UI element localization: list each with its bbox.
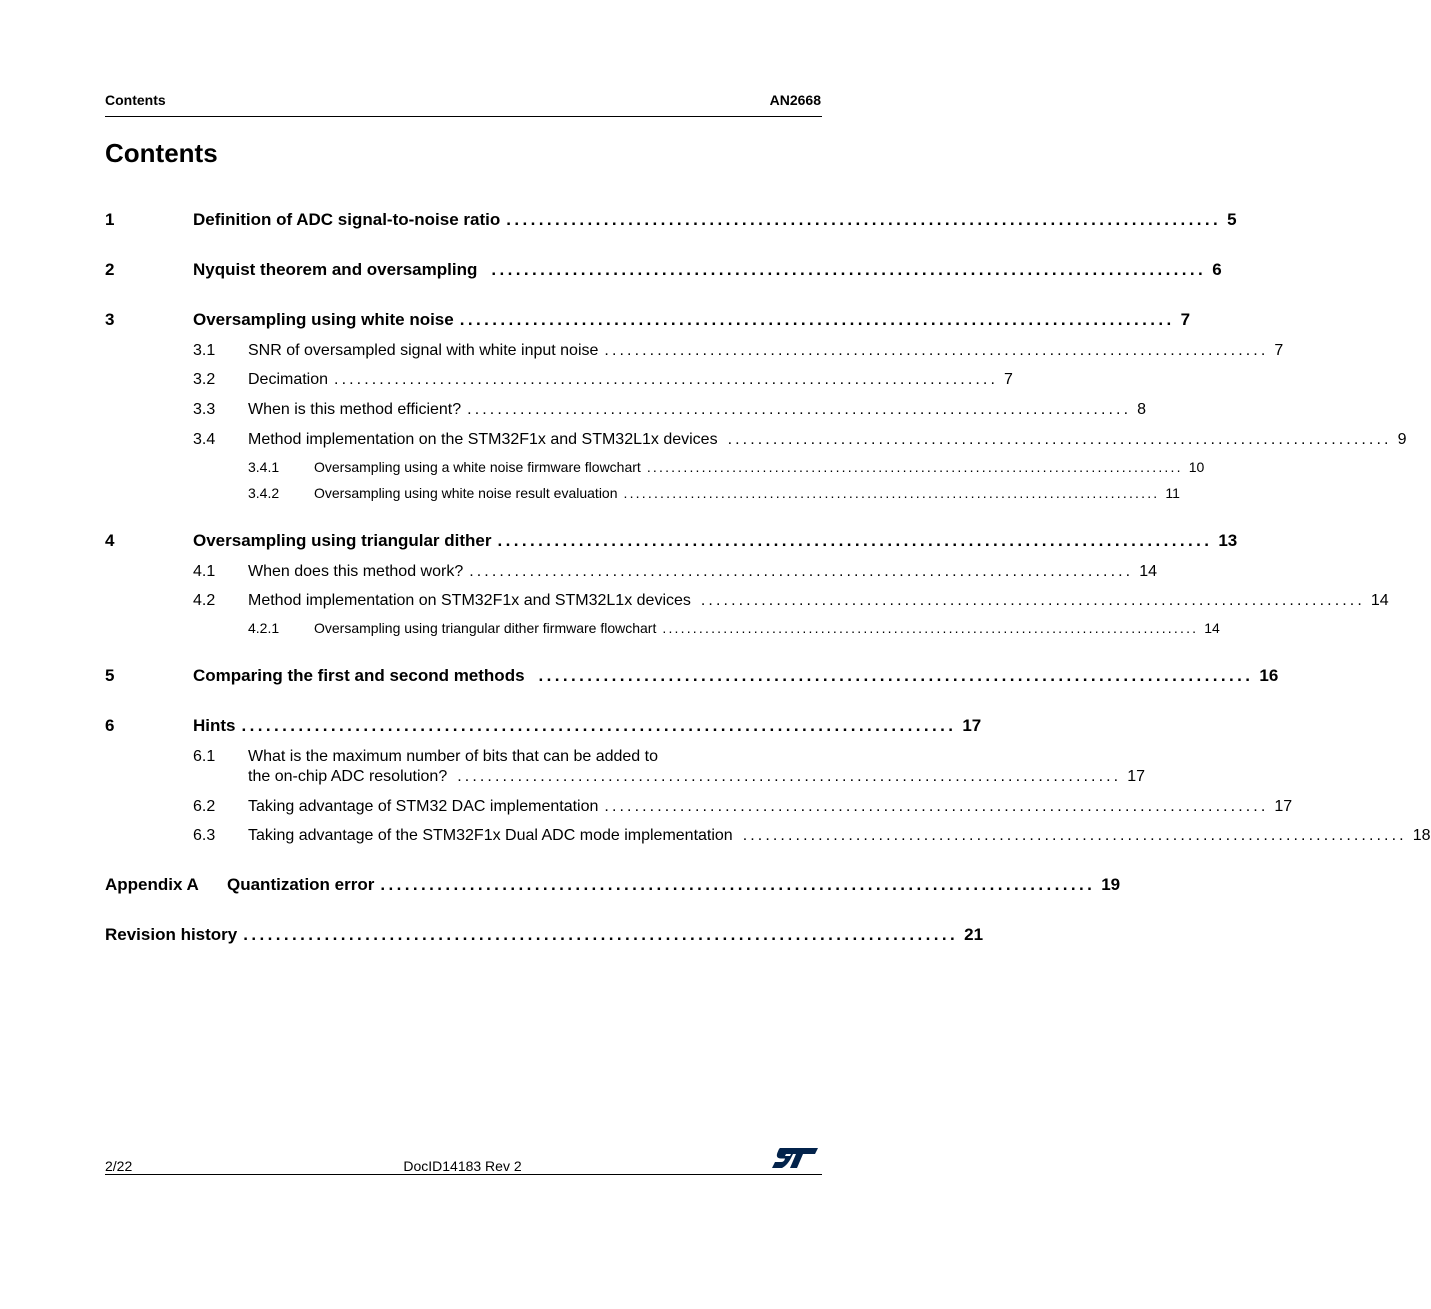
- toc-page: 7: [1004, 371, 1013, 388]
- toc-title: Method implementation on the STM32F1x and STM32L1x devices: [248, 431, 718, 448]
- toc-leader: ........................................................................................: [380, 875, 1096, 894]
- toc-entry-4[interactable]: [105, 531, 1238, 551]
- toc-page: 7: [1274, 342, 1284, 359]
- toc-title: Decimation: [248, 371, 329, 388]
- toc-page: 9: [1397, 431, 1407, 448]
- toc-page: 6: [1212, 260, 1222, 279]
- toc-number: 3.4.1: [248, 459, 280, 475]
- toc-number: 4.1: [193, 563, 216, 580]
- toc-title: What is the maximum number of bits that can be added to: [248, 748, 658, 765]
- toc-leader: ........................................................................................: [491, 260, 1207, 279]
- toc-number: 3.4: [193, 431, 216, 448]
- toc-number: 2: [105, 260, 115, 279]
- toc-title: Hints: [193, 716, 236, 735]
- toc-leader: ........................................................................................: [457, 768, 1122, 785]
- toc-title: Taking advantage of STM32 DAC implementation: [248, 798, 599, 815]
- toc-title: Nyquist theorem and oversampling: [193, 260, 478, 279]
- toc-page: 18: [1412, 827, 1431, 844]
- toc-entry-3[interactable]: [105, 310, 1191, 330]
- toc-leader: ........................................................................................: [742, 827, 1407, 844]
- toc-entry-3-1[interactable]: [105, 342, 1284, 360]
- toc-number: 3: [105, 310, 115, 329]
- toc-number: 1: [105, 210, 115, 229]
- toc-title: Revision history: [105, 925, 238, 944]
- toc-entry-3-4-2[interactable]: [105, 485, 1180, 501]
- toc-leader: ........................................................................................: [604, 342, 1269, 359]
- toc-leader: ........................................................................................: [700, 592, 1365, 609]
- toc-entry-6-2[interactable]: [105, 798, 1293, 816]
- toc-leader: ........................................................................................: [506, 210, 1222, 229]
- toc-entry-2[interactable]: [105, 260, 1222, 280]
- toc-entry-3-2[interactable]: [105, 371, 1013, 389]
- toc-leader: ........................................................................................: [497, 531, 1213, 550]
- toc-leader: ........................................................................................: [538, 666, 1254, 685]
- toc-entry-3-3[interactable]: [105, 401, 1147, 419]
- toc-page: 5: [1227, 210, 1237, 229]
- toc-title: Comparing the first and second methods: [193, 666, 525, 685]
- toc-number: 5: [105, 666, 115, 685]
- toc-entry-4-1[interactable]: [105, 563, 1158, 581]
- toc-entry-6-1[interactable]: [105, 748, 822, 766]
- toc-number: 6: [105, 716, 115, 735]
- toc-leader: ........................................................................................: [623, 485, 1160, 501]
- toc-page: 17: [1127, 768, 1146, 785]
- toc-number: Appendix A: [105, 875, 199, 894]
- toc-title: Oversampling using a white noise firmware flowchart: [314, 459, 641, 475]
- toc-entry-3-4[interactable]: [105, 431, 1407, 449]
- toc-entry-1[interactable]: [105, 210, 1237, 230]
- toc-page: 11: [1165, 485, 1180, 501]
- toc-page: 10: [1188, 459, 1205, 475]
- toc-leader: ........................................................................................: [469, 563, 1134, 580]
- toc-title: Oversampling using white noise: [193, 310, 454, 329]
- toc-number: 6.3: [193, 827, 216, 844]
- header-doc-number: AN2668: [769, 92, 821, 108]
- toc-page: 13: [1218, 531, 1238, 550]
- toc-title: When does this method work?: [248, 563, 464, 580]
- toc-page: 16: [1259, 666, 1279, 685]
- toc-entry-4-2[interactable]: [105, 592, 1389, 610]
- toc-leader: ........................................................................................: [243, 925, 959, 944]
- toc-title: Oversampling using triangular dither firmware flowchart: [314, 620, 657, 636]
- toc-number: 4.2.1: [248, 620, 280, 636]
- toc-title: SNR of oversampled signal with white input noise: [248, 342, 599, 359]
- toc-leader: ........................................................................................: [467, 401, 1132, 418]
- toc-entry-revision-history[interactable]: [105, 925, 984, 945]
- toc-page: 14: [1204, 620, 1220, 636]
- footer-page-number: 2/22: [105, 1158, 133, 1174]
- toc-number: 6.1: [193, 748, 216, 765]
- footer-divider: [105, 1174, 822, 1175]
- toc-page: 8: [1137, 401, 1147, 418]
- toc-entry-4-2-1[interactable]: [105, 620, 1220, 636]
- toc-title: Definition of ADC signal-to-noise ratio: [193, 210, 501, 229]
- toc-number: 3.4.2: [248, 485, 280, 501]
- header-divider: [105, 116, 822, 117]
- toc-title: Oversampling using triangular dither: [193, 531, 492, 550]
- page-title: Contents: [105, 138, 218, 168]
- toc-page: 17: [1274, 798, 1293, 815]
- toc-number: 3.3: [193, 401, 216, 418]
- footer-doc-id: DocID14183 Rev 2: [403, 1158, 522, 1174]
- toc-page: 14: [1139, 563, 1158, 580]
- toc-number: 4.2: [193, 592, 216, 609]
- toc-entry-3-4-1[interactable]: [105, 459, 1205, 475]
- toc-leader: ........................................................................................: [646, 459, 1183, 475]
- toc-leader: ........................................................................................: [727, 431, 1392, 448]
- st-logo-icon: [772, 1146, 818, 1170]
- toc-leader: ........................................................................................: [241, 716, 957, 735]
- toc-title: When is this method efficient?: [248, 401, 462, 418]
- toc-number: 3.2: [193, 371, 216, 388]
- toc-entry-6-1-cont[interactable]: [105, 768, 1146, 786]
- toc-page: 14: [1370, 592, 1389, 609]
- toc-title: Method implementation on STM32F1x and STM32L1x devices: [248, 592, 691, 609]
- toc-title-continued: the on-chip ADC resolution?: [248, 768, 448, 785]
- toc-leader: ........................................................................................: [334, 371, 999, 388]
- toc-page: 7: [1180, 310, 1191, 329]
- toc-leader: ........................................................................................: [662, 620, 1199, 636]
- toc-number: 3.1: [193, 342, 216, 359]
- toc-entry-5[interactable]: [105, 666, 1279, 686]
- toc-number: 4: [105, 531, 115, 550]
- header-section-label: Contents: [105, 92, 166, 108]
- toc-leader: ........................................................................................: [604, 798, 1269, 815]
- toc-title: Quantization error: [227, 875, 375, 894]
- toc-page: 21: [964, 925, 984, 944]
- toc-title: Oversampling using white noise result evaluation: [314, 485, 618, 501]
- toc-title: Taking advantage of the STM32F1x Dual ADC mode implementation: [248, 827, 733, 844]
- toc-entry-6[interactable]: [105, 716, 982, 736]
- toc-number: 6.2: [193, 798, 216, 815]
- toc-page: 19: [1101, 875, 1121, 894]
- toc-entry-appendix-a[interactable]: [105, 875, 1121, 895]
- toc-page: 17: [962, 716, 982, 735]
- toc-entry-6-3[interactable]: [105, 827, 1431, 845]
- toc-leader: ........................................................................................: [459, 310, 1175, 329]
